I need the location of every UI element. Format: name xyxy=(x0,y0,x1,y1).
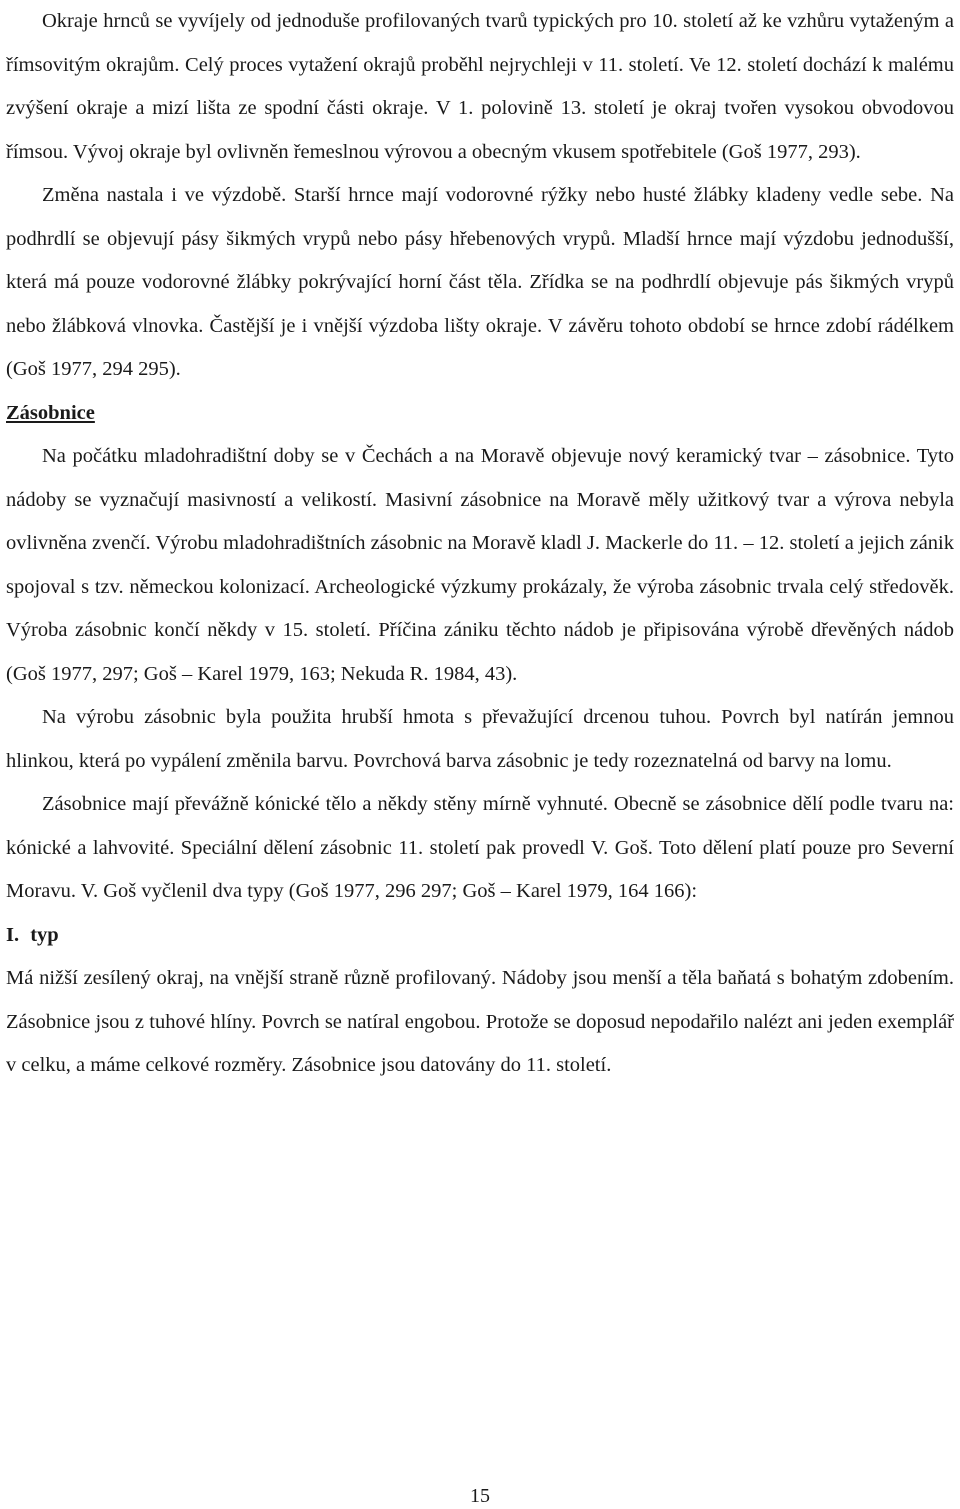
paragraph-shape-division: Zásobnice mají převážně kónické tělo a někdy stěny mírně vyhnuté. Obecně se zásobnice dělí podle tvaru na: kónické a lahvovité. Speciální dělení zásobnic 11. století pak provedl V. Goš. Toto dělení platí pouze pro Severní Moravu. V. Goš vyčlenil dva typy (Goš 1977, 296 297; Goš – Karel 1979, 164 166): xyxy=(6,793,954,902)
paragraph-decoration: Změna nastala i ve výzdobě. Starší hrnce mají vodorovné rýžky nebo husté žlábky kladeny vedle sebe. Na podhrdlí se objevují pásy šikmých vrypů nebo pásy hřebenových vrypů. Mladší hrnce mají výzdobu jednodušší, která má pouze vodorovné žlábky pokrývající horní část těla. Zřídka se na podhrdlí objevuje pás šikmých vrypů nebo žlábková vlnovka. Častější je i vnější výzdoba lišty okraje. V závěru tohoto období se hrnce zdobí rádélkem (Goš 1977, 294 295). xyxy=(6,184,954,380)
paragraph-material: Na výrobu zásobnic byla použita hrubší hmota s převažující drcenou tuhou. Povrch byl natírán jemnou hlinkou, která po vypálení změnila barvu. Povrchová barva zásobnic je tedy rozeznatelná od barvy na lomu. xyxy=(6,706,954,772)
section-heading: Zásobnice xyxy=(6,401,95,424)
paragraph-storage-vessels-intro: Na počátku mladohradištní doby se v Čechách a na Moravě objevuje nový keramický tvar – zásobnice. Tyto nádoby se vyznačují masivností a velikostí. Masivní zásobnice na Moravě měly užitkový tvar a výrova nebyla ovlivněna zvenčí. Výrobu mladohradištních zásobnic na Moravě kladl J. Mackerle do 11. – 12. století a jejich zánik spojoval s tzv. německou kolonizací. Archeologické výzkumy prokázaly, že výroba zásobnic trvala celý středověk. Výroba zásobnic končí někdy v 15. století. Příčina zániku těchto nádob je připisována výrobě dřevěných nádob (Goš 1977, 297; Goš – Karel 1979, 163; Nekuda R. 1984, 43). xyxy=(6,445,954,685)
type-heading: I. typ xyxy=(6,923,59,946)
document-page xyxy=(6,0,954,1088)
paragraph-type-one: Má nižší zesílený okraj, na vnější straně různě profilovaný. Nádoby jsou menší a těla baňatá s bohatým zdobením. Zásobnice jsou z tuhové hlíny. Povrch se natíral engobou. Protože se doposud nepodařilo nalézt ani jeden exemplář v celku, a máme celkové rozměry. Zásobnice jsou datovány do 11. století. xyxy=(6,967,954,1076)
page-number: 15 xyxy=(470,1485,490,1507)
paragraph-rim-development: Okraje hrnců se vyvíjely od jednoduše profilovaných tvarů typických pro 10. století až ke vzhůru vytaženým a římsovitým okrajům. Celý proces vytažení okrajů proběhl nejrychleji v 11. století. Ve 12. století dochází k malému zvýšení okraje a mizí lišta ze spodní části okraje. V 1. polovině 13. století je okraj tvořen vysokou obvodovou římsou. Vývoj okraje byl ovlivněn řemeslnou výrovou a obecným vkusem spotřebitele (Goš 1977, 293). xyxy=(6,10,954,163)
